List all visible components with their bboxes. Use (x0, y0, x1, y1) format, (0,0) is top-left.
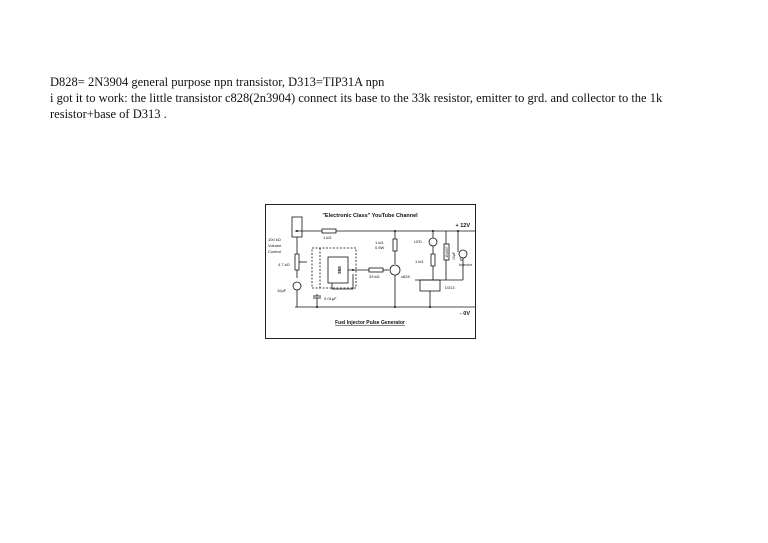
r-33k-label: 33 kΩ (369, 274, 380, 279)
caption: Fuel Injector Pulse Generator (335, 320, 405, 326)
r-1k-label: 1 kΩ (415, 259, 424, 264)
circuit-schematic (265, 204, 476, 339)
led-label: LED (414, 239, 422, 244)
minus-rail-label: - 0V (459, 311, 470, 317)
note-line-1: D828= 2N3904 general purpose npn transistor, D313=TIP31A npn (50, 75, 385, 89)
diode-label: 1N4007 (445, 246, 449, 258)
note-line-3: resistor+base of D313 . (50, 107, 167, 121)
r-1k-05w-label-2: 0.5W (375, 245, 385, 250)
pot-label-2: Volume (268, 243, 282, 248)
c-001-label: 0.01µF (324, 296, 337, 301)
plus-rail-label: + 12V (455, 223, 470, 229)
note-line-2: i got it to work: the little transistor c828(2n3904) connect its base to the 33k resistor, emitter to grd. and collector to the 1k (50, 91, 663, 105)
pot-label-3: Control (268, 249, 281, 254)
r-top-label: 1 kΩ (323, 235, 332, 240)
c-10u-b-label: 10µF (452, 251, 456, 261)
injector-label-1: To (459, 257, 464, 262)
ic-555-label: 555 (337, 266, 342, 274)
c-10u-label: 10µF (277, 288, 287, 293)
channel-title: "Electronic Class" YouTube Channel (322, 213, 418, 219)
pot-label-1: 100 kΩ (268, 237, 281, 242)
r-1k-05w-label-1: 1 kΩ (375, 240, 384, 245)
q1-label: c828 (401, 274, 410, 279)
r-47k-label: 4.7 kΩ (278, 262, 290, 267)
q2-label: D313 (445, 285, 455, 290)
injector-label-2: Injector (459, 262, 473, 267)
